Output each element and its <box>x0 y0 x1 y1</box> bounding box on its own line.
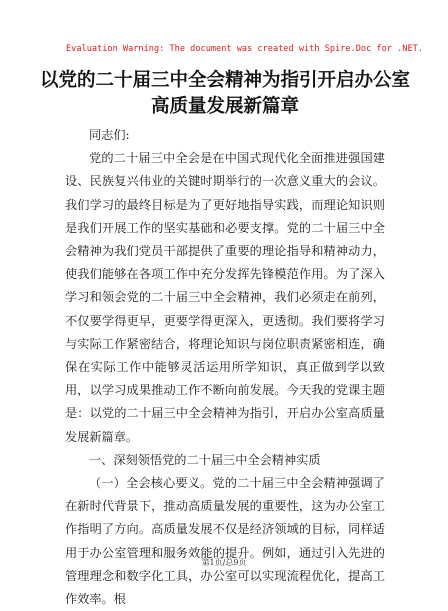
title-line-2: 高质量发展新篇章 <box>150 96 299 117</box>
page-footer: 第1页/总9页 <box>201 558 247 567</box>
salutation: 同志们: <box>89 128 130 142</box>
paragraph-intro: 党的二十届三中全会是在中国式现代化全面推进强国建设、民族复兴伟业的关键时期举行的一次意义重大的会议。我们学习的最终目标是为了更好地指导实践，而理论知识则是我们开展工作的坚实基础和必要支撑。党的二十届三中全会精神为我们党员干部提供了重要的理论指导和精神动力，使我们能够在各项工作中充分发挥先锋模范作用。为了深入学习和领会党的二十届三中全会精神，我们必须走在前列，不仅要学得更早，更要学得更深入，更透彻。我们要将学习与实际工作紧密结合，将理论知识与岗位职责紧密相连，确保在实际工作中能够灵活运用所学知识，真正做到学以致用，以学习成果推动工作不断向前发展。今天我的党课主题是：以党的二十届三中全会精神为指引，开启办公室高质量发展新篇章。 <box>65 151 385 444</box>
title-line-1: 以党的二十届三中全会精神为指引开启办公室 <box>40 70 411 91</box>
evaluation-warning: Evaluation Warning: The document was created with Spire.Doc for .NET. <box>66 44 423 54</box>
paragraph-core-essence: （一）全会核心要义。党的二十届三中全会精神强调了在新时代背景下，推动高质量发展的重要性，这为办公室工作指明了方向。高质量发展不仅是经济领域的目标，同样适用于办公室管理和服务效能的提升。例如，通过引入先进的管理理念和数字化工具，办公室可以实现流程优化，提高工作效率。根 <box>65 476 385 607</box>
section-heading-1: 一、深刻领悟党的二十届三中全会精神实质 <box>89 452 321 467</box>
document-body <box>65 124 385 611</box>
document-title <box>40 68 410 120</box>
